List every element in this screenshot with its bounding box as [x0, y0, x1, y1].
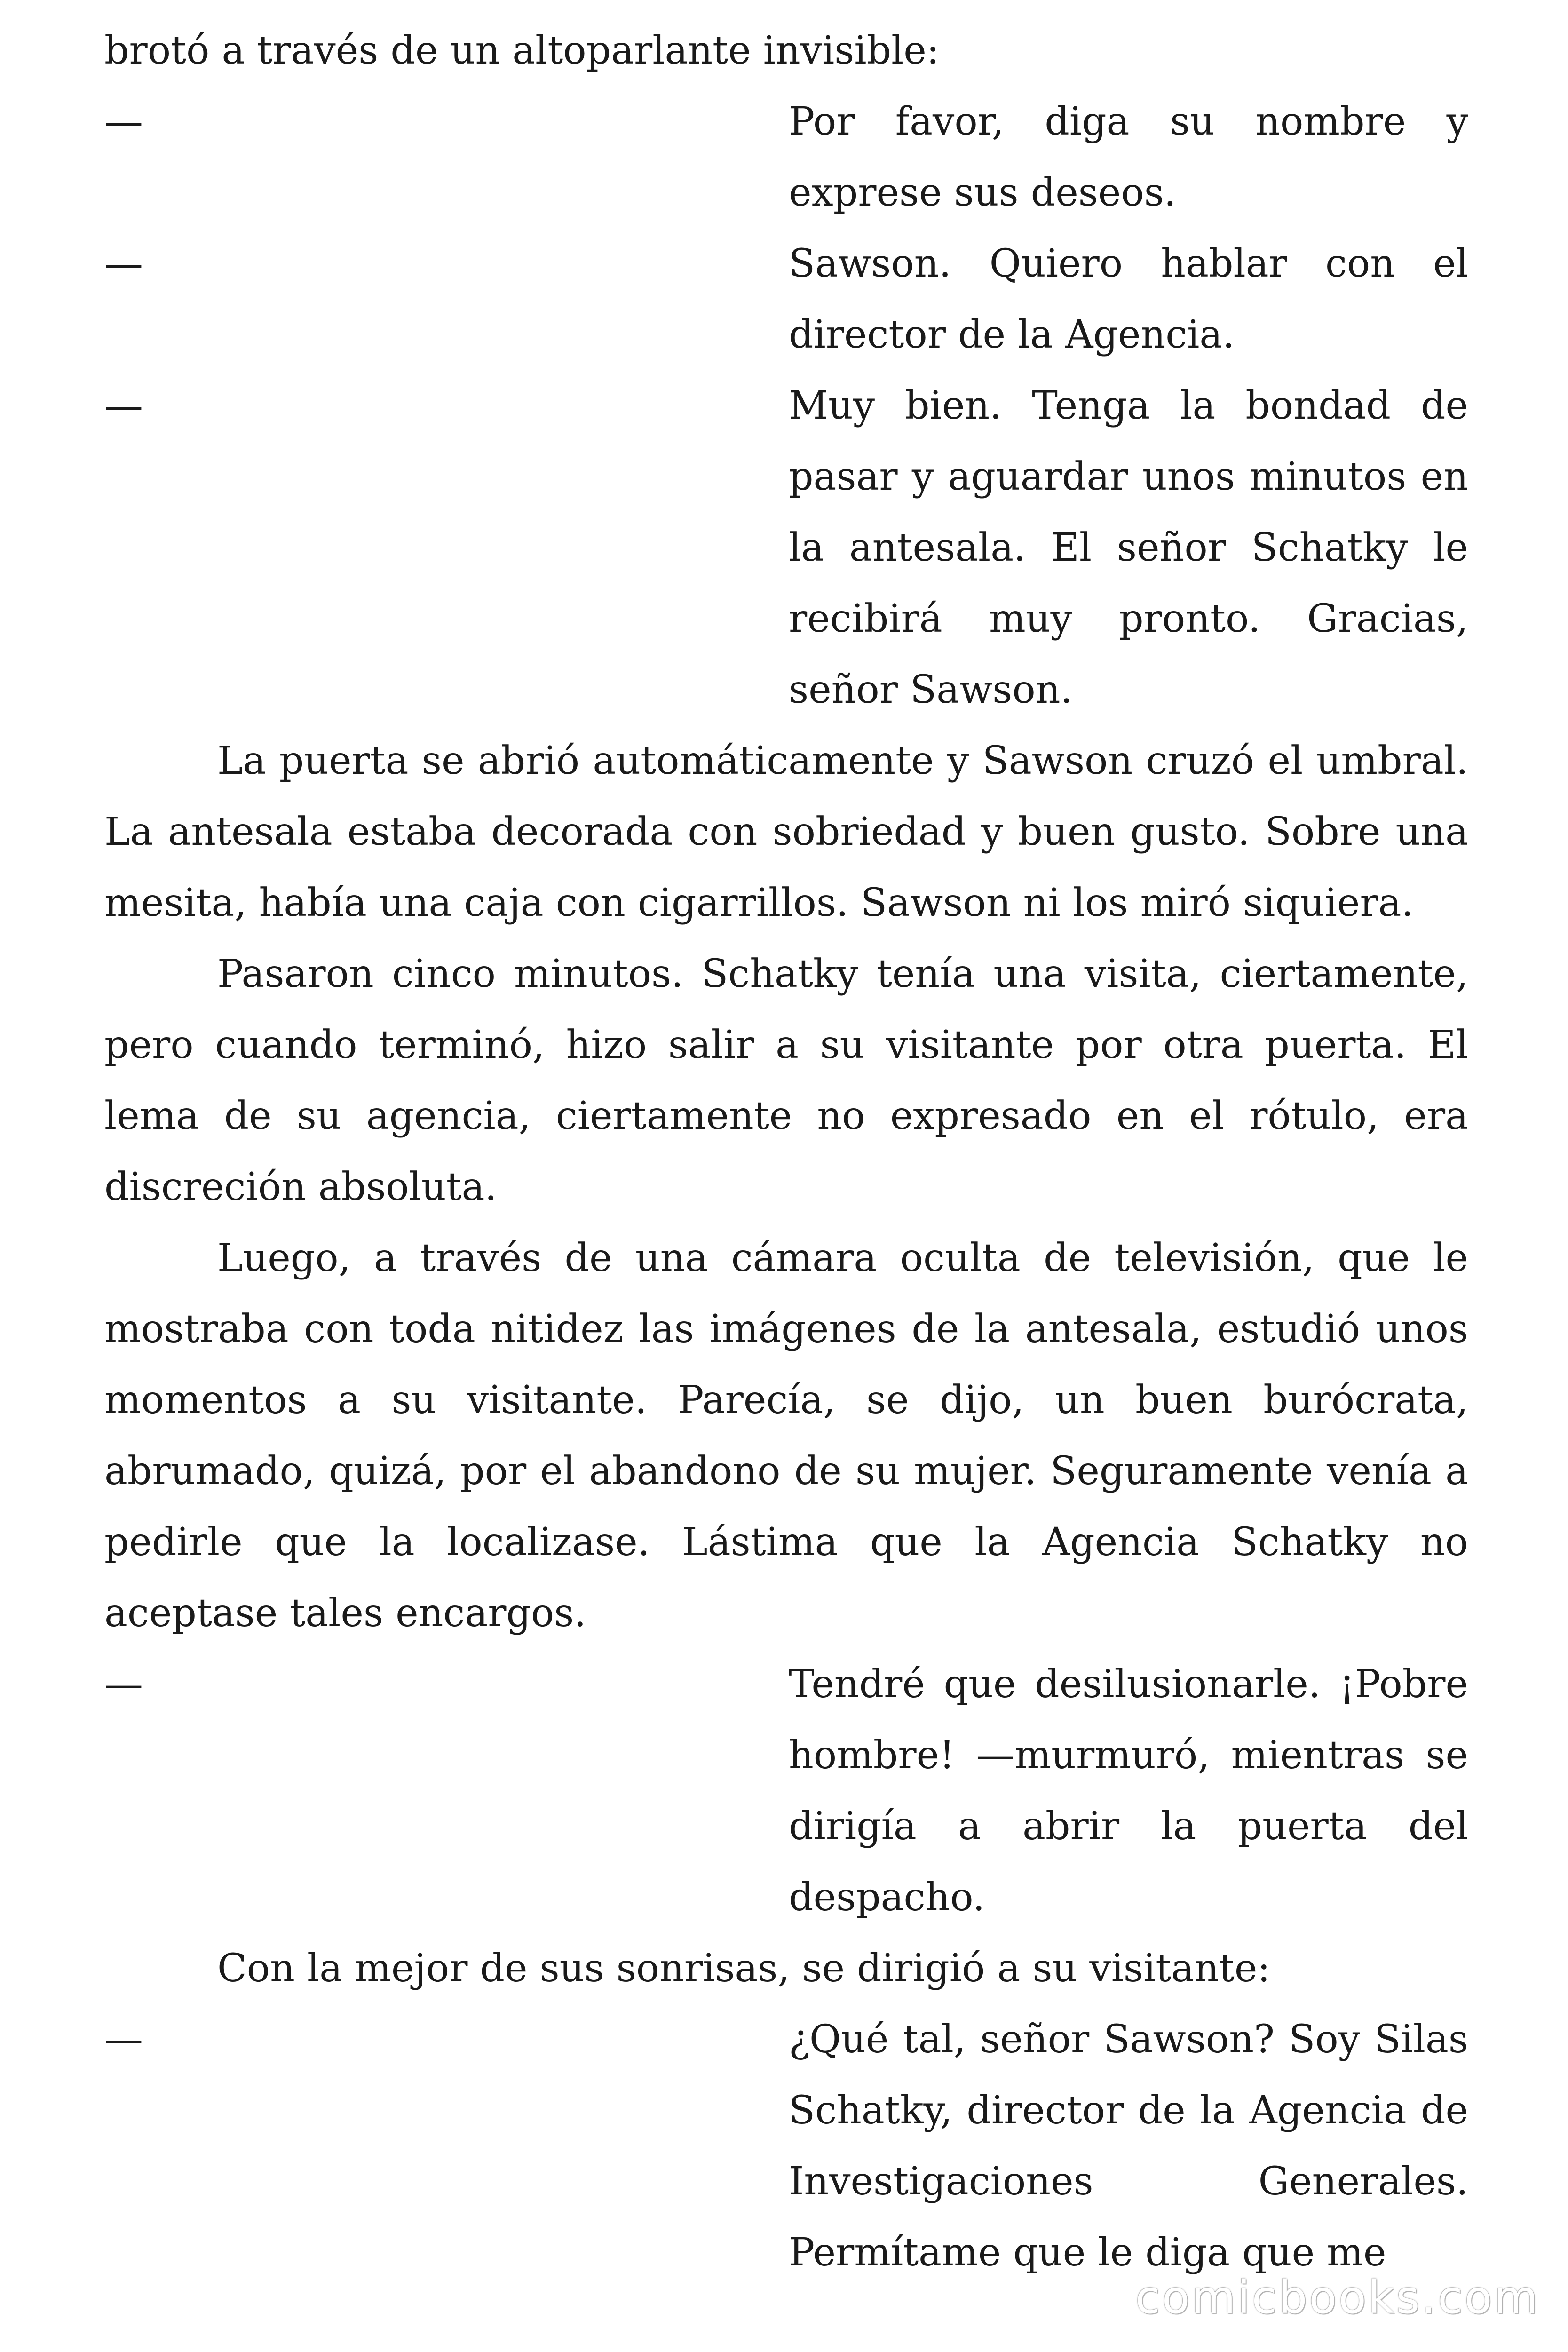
dialogue-line	[104, 228, 1468, 370]
dialogue-line	[104, 370, 1468, 725]
book-page	[104, 15, 1468, 2288]
dialogue-text: Tendré que desilusionarle. ¡Pobre hombre! —murmuró, mientras se dirigía a abrir la puerta del despacho.	[789, 1662, 1468, 1920]
paragraph: Pasaron cinco minutos. Schatky tenía una visita, ciertamente, pero cuando terminó, hizo salir a su visitante por otra puerta. El lema de su agencia, ciertamente no expresado en el rótulo, era discreción absoluta.	[104, 952, 1468, 1209]
paragraph-continuation: brotó a través de un altoparlante invisible:	[104, 28, 940, 73]
dialogue-dash: —	[104, 1662, 143, 1707]
dialogue-dash: —	[104, 2017, 143, 2062]
dialogue-line	[104, 2004, 1468, 2288]
dialogue-text: ¿Qué tal, señor Sawson? Soy Silas Schatky, director de la Agencia de Investigaciones Generales. Permítame que le diga que me	[789, 2017, 1468, 2275]
paragraph: La puerta se abrió automáticamente y Sawson cruzó el umbral. La antesala estaba decorada con sobriedad y buen gusto. Sobre una mesita, había una caja con cigarrillos. Sawson ni los miró siquiera.	[104, 739, 1468, 925]
watermark: comicbooks.com	[1135, 2271, 1540, 2324]
dialogue-dash: —	[104, 241, 143, 286]
dialogue-dash: —	[104, 99, 143, 144]
paragraph: Luego, a través de una cámara oculta de televisión, que le mostraba con toda nitidez las imágenes de la antesala, estudió unos momentos a su visitante. Parecía, se dijo, un buen burócrata, abrumado, quizá, por el abandono de su mujer. Seguramente venía a pedirle que la localizase. Lástima que la Agencia Schatky no aceptase tales encargos.	[104, 1236, 1468, 1636]
dialogue-text: Muy bien. Tenga la bondad de pasar y aguardar unos minutos en la antesala. El señor Schatky le recibirá muy pronto. Gracias, señor Sawson.	[789, 383, 1468, 712]
dialogue-text: Sawson. Quiero hablar con el director de la Agencia.	[789, 241, 1468, 357]
paragraph: Con la mejor de sus sonrisas, se dirigió a su visitante:	[217, 1946, 1270, 1991]
dialogue-dash: —	[104, 383, 143, 428]
dialogue-text: Por favor, diga su nombre y exprese sus deseos.	[789, 99, 1468, 215]
dialogue-line	[104, 1649, 1468, 1933]
dialogue-line	[104, 86, 1468, 228]
